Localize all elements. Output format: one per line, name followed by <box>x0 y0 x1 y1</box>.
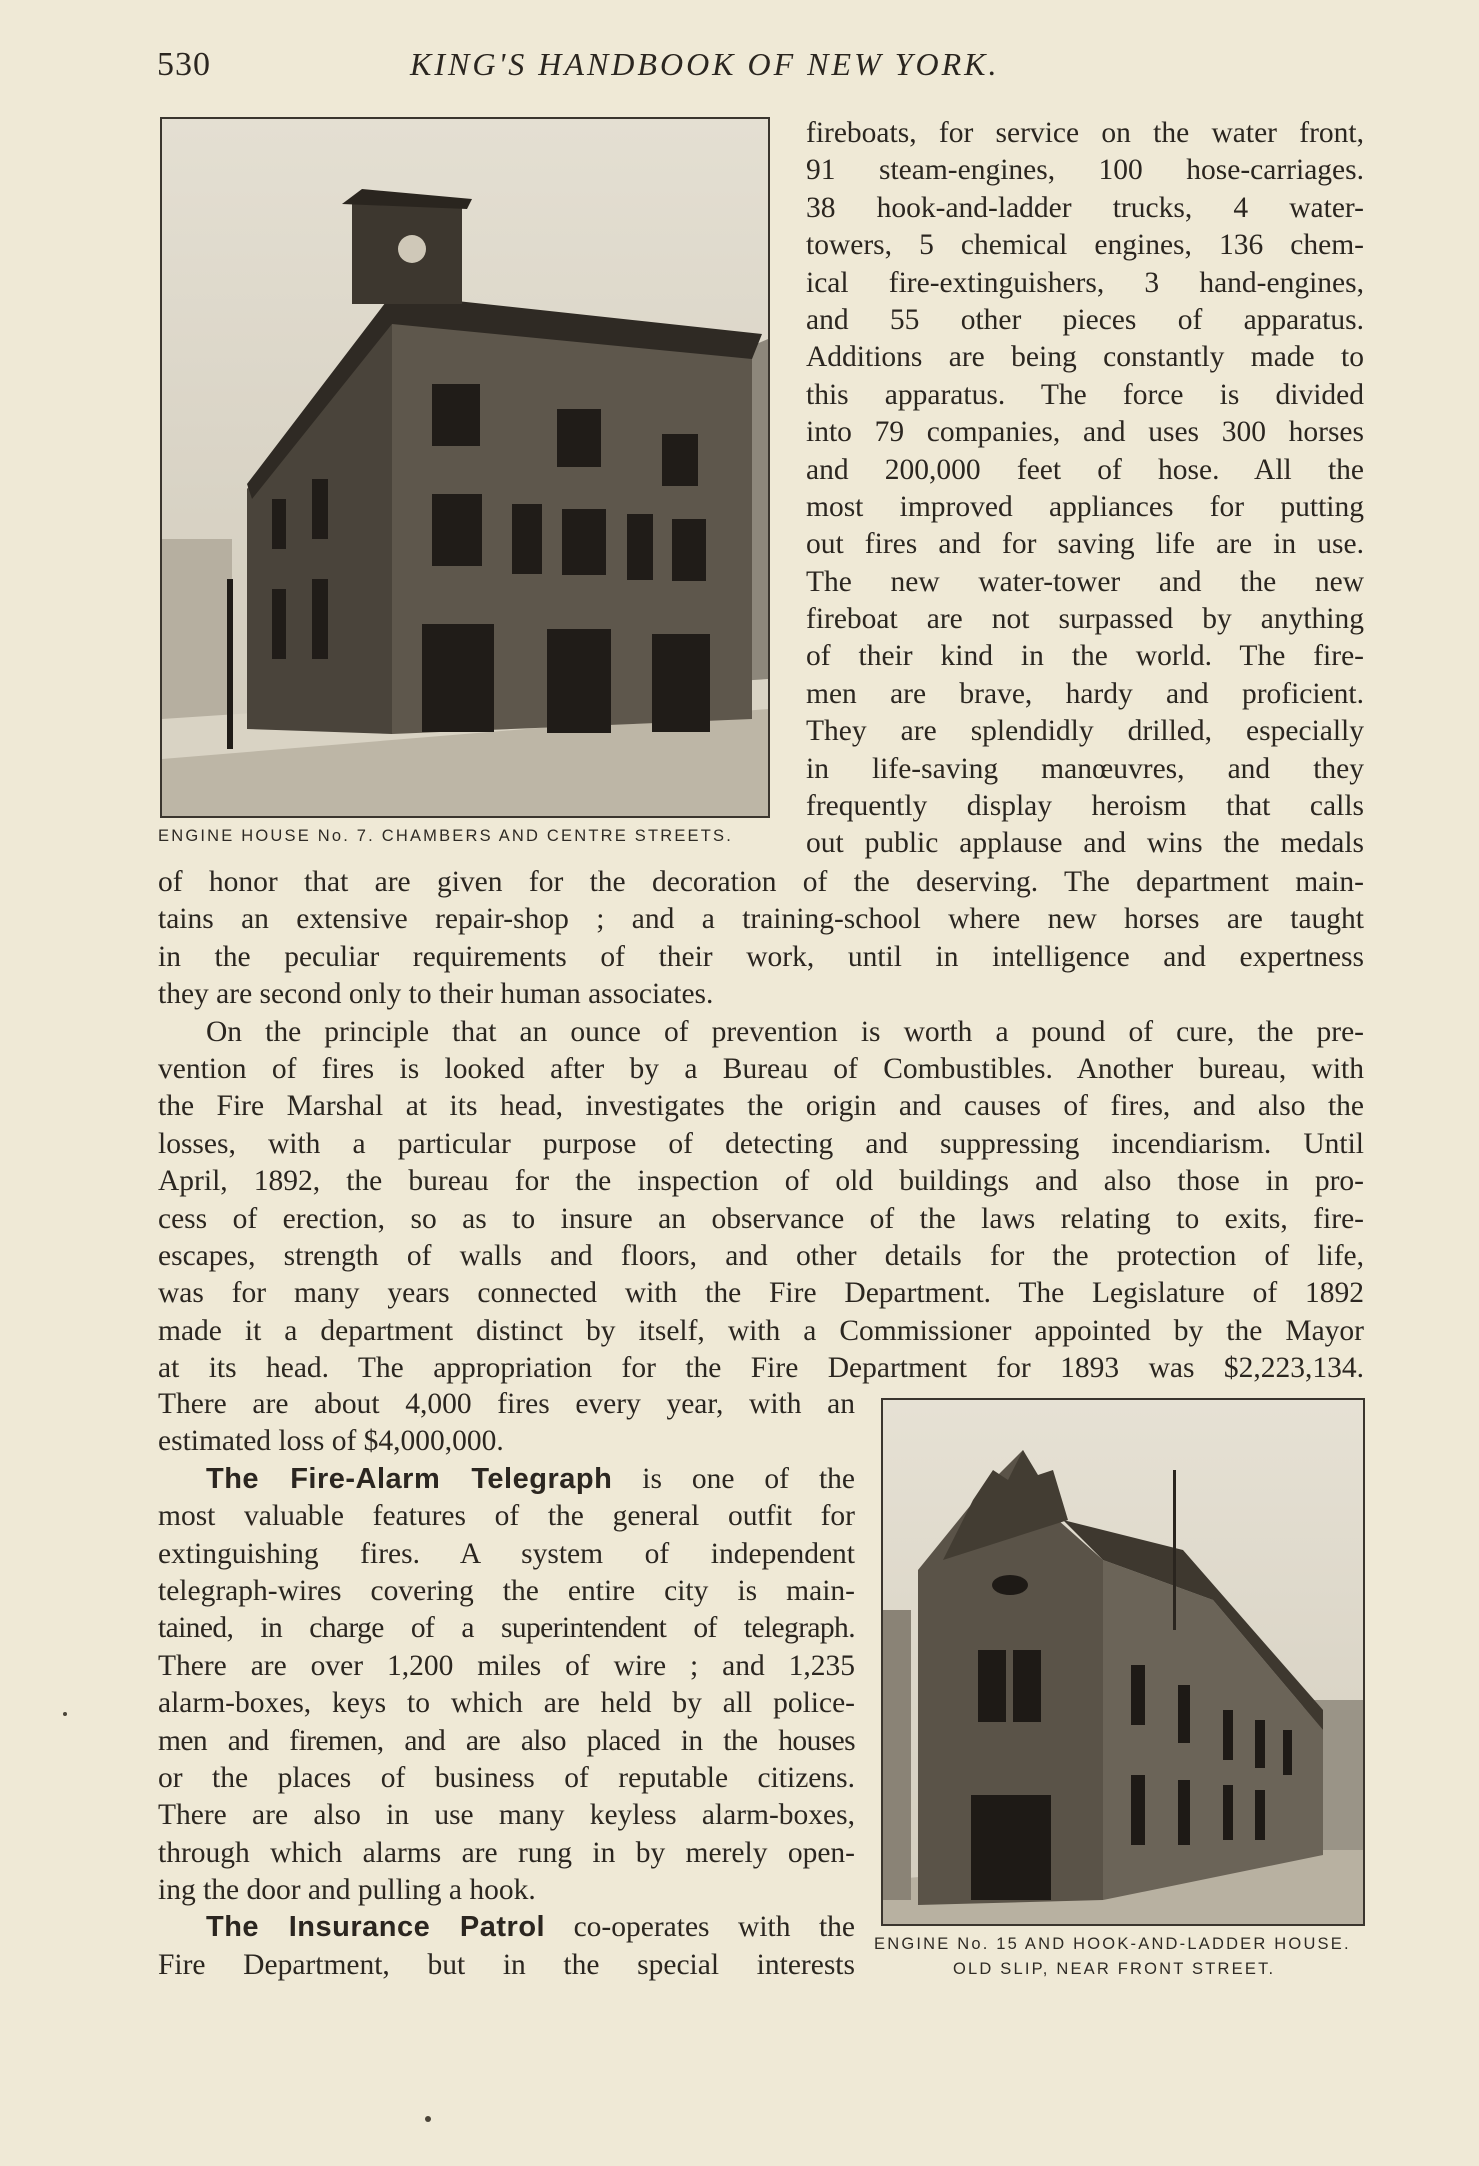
text-line: tains an extensive repair-shop ; and a training-school where new horses are taught <box>158 903 1364 936</box>
text-line: at its head. The appropriation for the Fire Department for 1893 was $2,223,134. <box>158 1352 1364 1385</box>
text-fragment: is one of the <box>612 1462 855 1495</box>
text-line: fireboats, for service on the water front, <box>806 117 1364 149</box>
text-line: April, 1892, the bureau for the inspection of old buildings and also those in pro- <box>158 1165 1364 1198</box>
text-line: ing the door and pulling a hook. <box>158 1874 536 1907</box>
text-line: There are about 4,000 fires every year, with an <box>158 1388 855 1420</box>
text-line: fireboat are not surpassed by anything <box>806 603 1364 636</box>
text-line: ical fire-extinguishers, 3 hand-engines, <box>806 266 1364 299</box>
text-line: frequently display heroism that calls <box>806 790 1364 823</box>
left-column-text <box>158 1386 855 1984</box>
text-line: tained, in charge of a superintendent of telegraph. <box>158 1612 855 1645</box>
text-line: 38 hook-and-ladder trucks, 4 water- <box>806 191 1364 224</box>
text-line: was for many years connected with the Fire Department. The Legislature of 1892 <box>158 1277 1364 1310</box>
text-line: the Fire Marshal at its head, investigates the origin and causes of fires, and also the <box>158 1090 1364 1123</box>
text-line: vention of fires is looked after by a Bureau of Combustibles. Another bureau, with <box>158 1052 1364 1085</box>
text-line: There are also in use many keyless alarm-boxes, <box>158 1799 855 1832</box>
running-title: KING'S HANDBOOK OF NEW YORK. <box>410 46 1000 82</box>
text-line: losses, with a particular purpose of detecting and suppressing incendiarism. Until <box>158 1127 1364 1160</box>
text-line: through which alarms are rung in by merely open- <box>158 1836 855 1869</box>
text-line: extinguishing fires. A system of independent <box>158 1537 855 1570</box>
text-line: most valuable features of the general outfit for <box>158 1500 855 1533</box>
text-line: cess of erection, so as to insure an observance of the laws relating to exits, fire- <box>158 1202 1364 1235</box>
text-line: men and firemen, and are also placed in the houses <box>158 1724 855 1757</box>
text-line: into 79 companies, and uses 300 horses <box>806 416 1364 449</box>
text-line: out fires and for saving life are in use. <box>806 528 1364 561</box>
text-line: out public applause and wins the medals <box>806 827 1364 860</box>
figure-1-caption: ENGINE HOUSE No. 7. CHAMBERS AND CENTRE STREETS. <box>158 827 734 845</box>
page-number: 530 <box>157 46 211 83</box>
text-line: of their kind in the world. The fire- <box>806 640 1364 673</box>
text-line: and 200,000 feet of hose. All the <box>806 453 1364 486</box>
text-line: or the places of business of reputable citizens. <box>158 1761 855 1794</box>
text-line: of honor that are given for the decoration of the deserving. The department main- <box>158 866 1364 898</box>
text-line: men are brave, hardy and proficient. <box>806 677 1364 710</box>
engine-house-7-photo <box>160 117 770 818</box>
text-line: Additions are being constantly made to <box>806 341 1364 374</box>
engine-15-photo <box>881 1398 1365 1926</box>
ink-blot <box>63 1712 67 1716</box>
text-line: escapes, strength of walls and floors, and other details for the protection of life, <box>158 1239 1364 1272</box>
text-line: in the peculiar requirements of their work, until in intelligence and expertness <box>158 940 1364 973</box>
text-line: estimated loss of $4,000,000. <box>158 1425 504 1458</box>
ink-blot <box>425 2116 431 2122</box>
text-line: Fire Department, but in the special interests <box>158 1948 855 1981</box>
full-width-text <box>158 864 1364 1387</box>
insurance-paragraph-start <box>158 1909 855 1946</box>
text-line: they are second only to their human associates. <box>158 978 714 1011</box>
page-header <box>155 46 1365 96</box>
text-line: They are splendidly drilled, especially <box>806 715 1364 748</box>
text-line: 91 steam-engines, 100 hose-carriages. <box>806 154 1364 187</box>
text-line: On the principle that an ounce of prevention is worth a pound of cure, the pre- <box>206 1015 1364 1048</box>
text-line: alarm-boxes, keys to which are held by all police- <box>158 1687 855 1720</box>
insurance-heading: The Insurance Patrol <box>206 1911 546 1944</box>
text-fragment: co-operates with the <box>545 1911 855 1944</box>
right-column-text <box>806 115 1364 863</box>
text-line: made it a department distinct by itself, with a Commissioner appointed by the Mayor <box>158 1314 1364 1347</box>
text-line: telegraph-wires covering the entire city is main- <box>158 1574 855 1607</box>
text-line: The new water-tower and the new <box>806 565 1364 598</box>
text-line: and 55 other pieces of apparatus. <box>806 303 1364 336</box>
text-line: There are over 1,200 miles of wire ; and 1,235 <box>158 1649 855 1682</box>
fire-alarm-paragraph-start <box>158 1461 855 1498</box>
fire-alarm-heading: The Fire-Alarm Telegraph <box>206 1462 613 1495</box>
figure-2-caption-line1: ENGINE No. 15 AND HOOK-AND-LADDER HOUSE. <box>874 1935 1351 1953</box>
text-line: towers, 5 chemical engines, 136 chem- <box>806 229 1364 262</box>
text-line: most improved appliances for putting <box>806 490 1364 523</box>
text-line: this apparatus. The force is divided <box>806 378 1364 411</box>
figure-2-caption-line2: OLD SLIP, NEAR FRONT STREET. <box>953 1960 1276 1978</box>
text-line: in life-saving manœuvres, and they <box>806 752 1364 785</box>
